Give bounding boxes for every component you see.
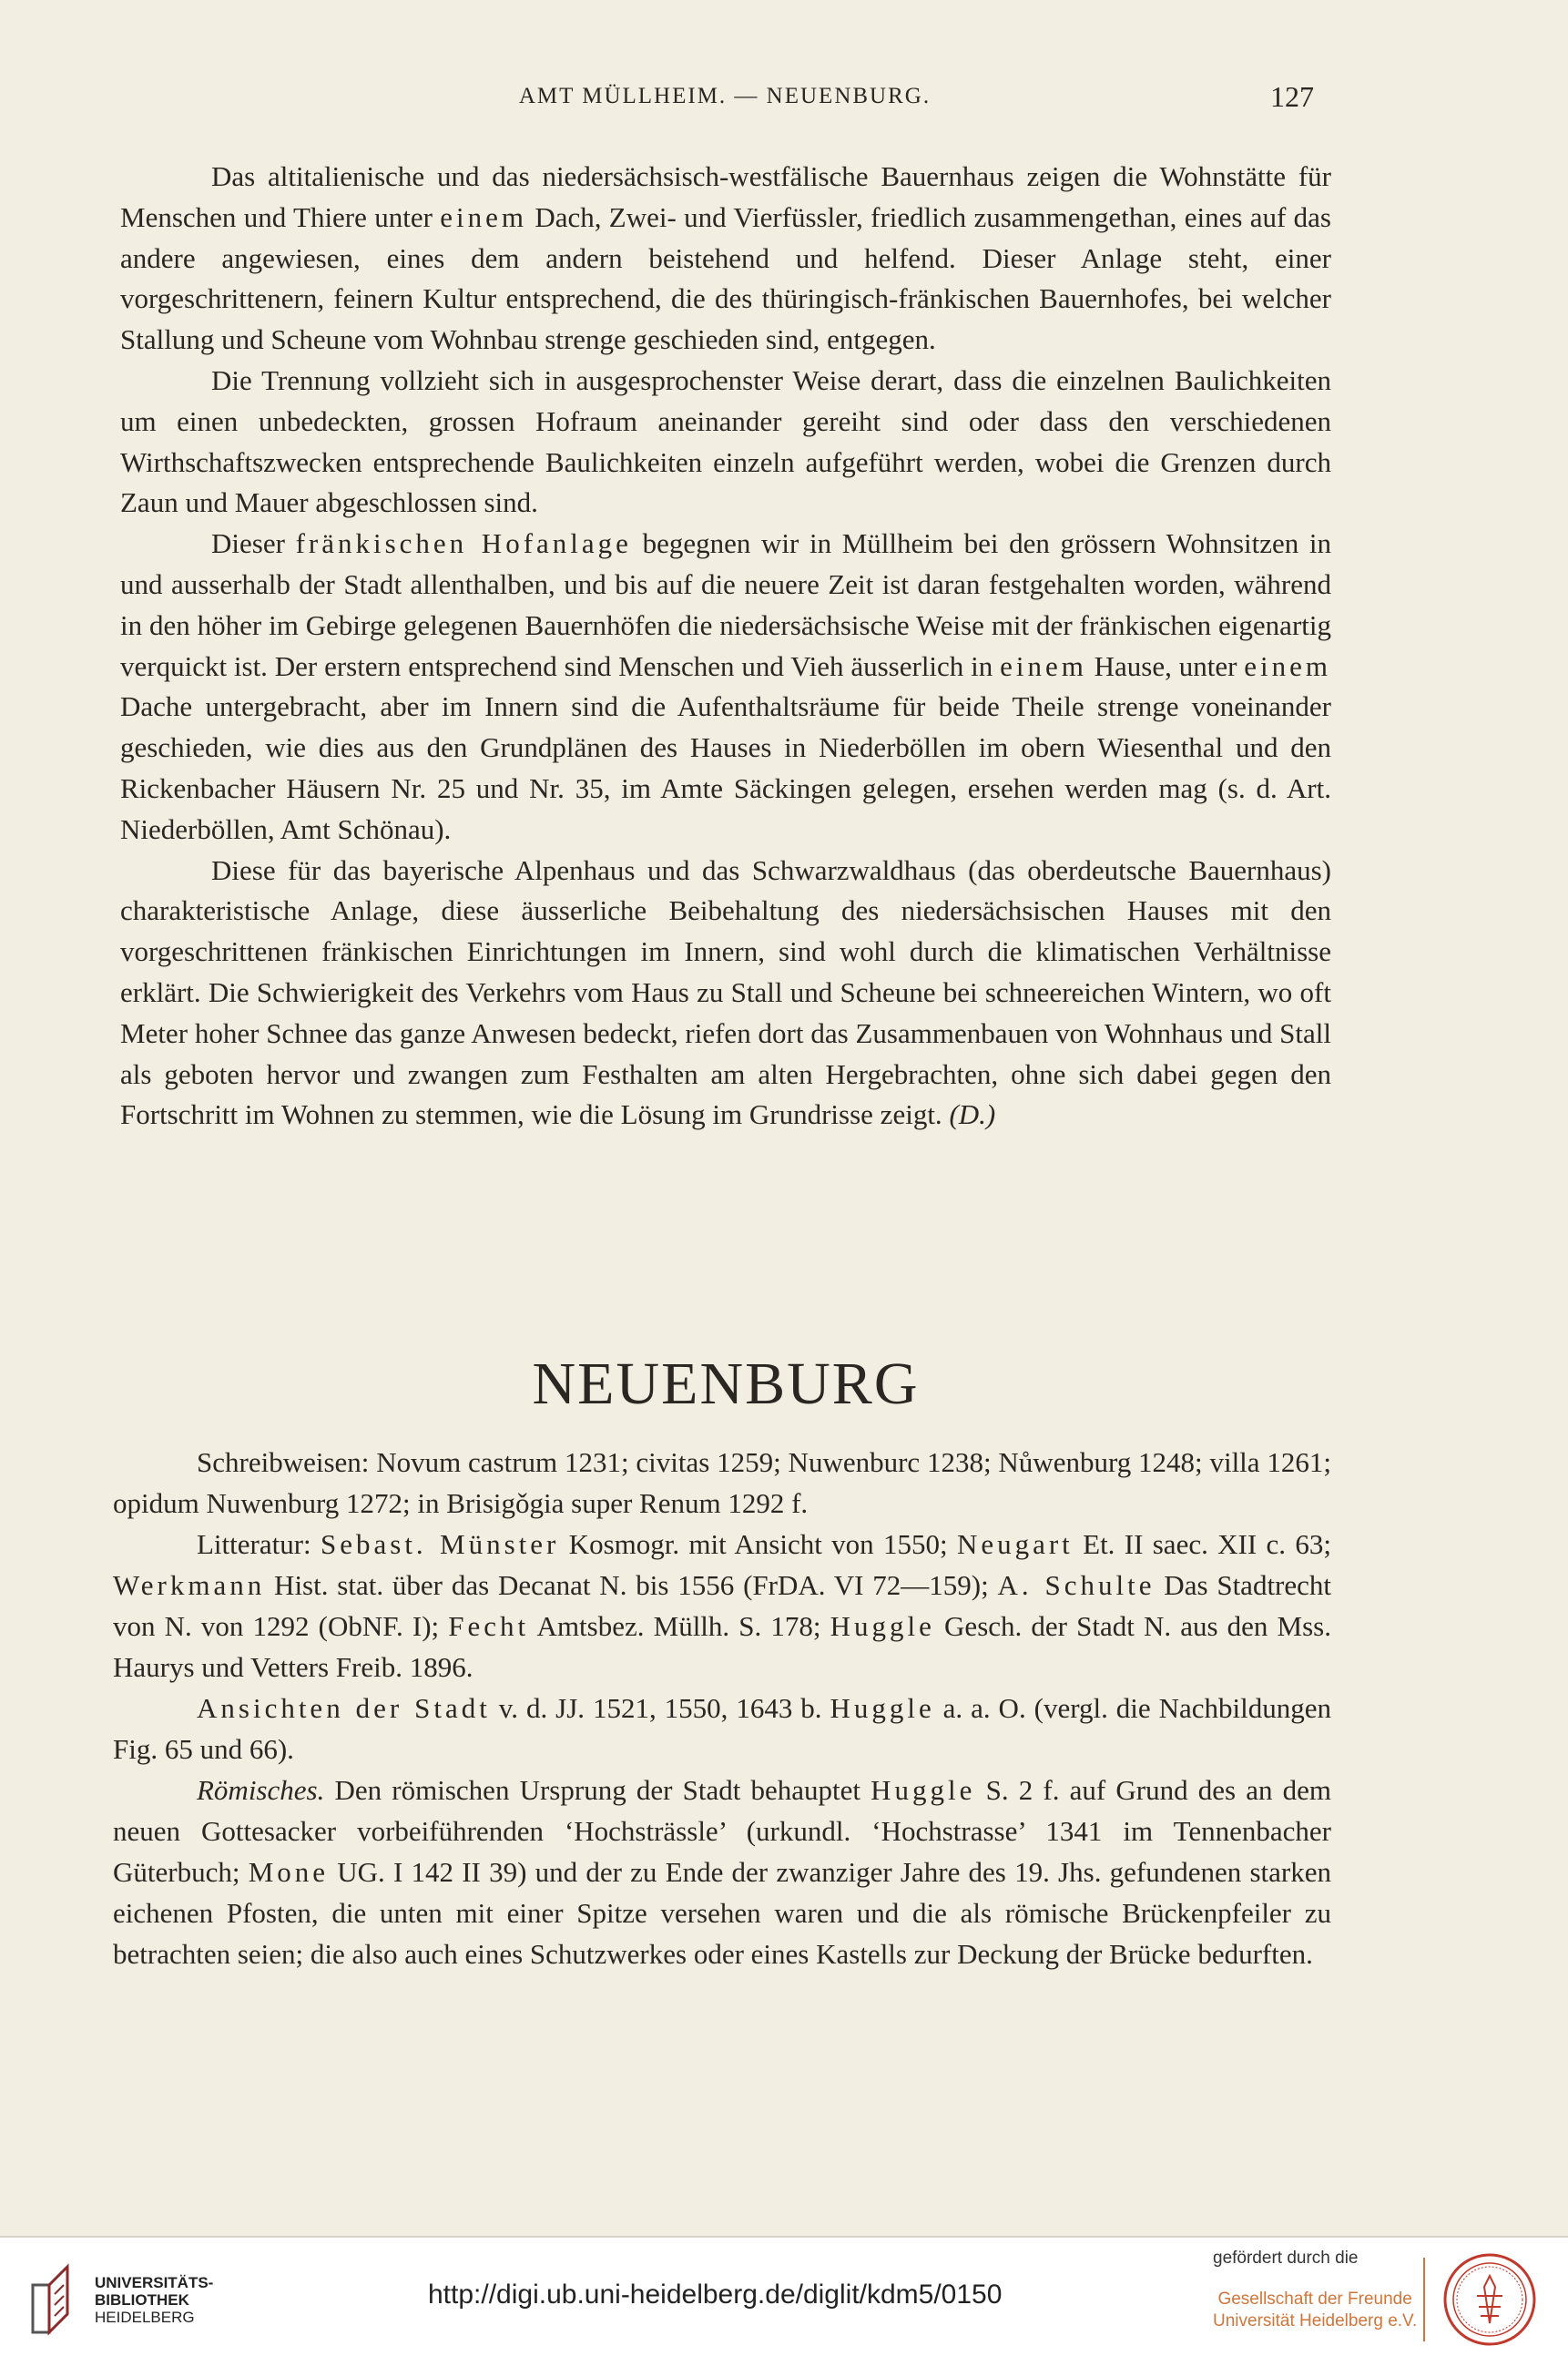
university-library-logo-icon — [27, 2258, 93, 2338]
sponsor-label: gefördert durch die — [1213, 2249, 1359, 2268]
text-run: a. a. O. (vergl. die Nachbildungen Fig. 65 und 66). — [113, 1692, 1331, 1765]
text-run: Et. II saec. XII c. 63; — [1073, 1528, 1331, 1560]
text-run: begegnen wir in Müllheim bei den grössern Wohnsitzen in und ausserhalb der Stadt allenthalben, und bis auf die neuere Zeit ist daran festgehalten worden, während in den höher im Gebirge gelegenen Bauernhöfen die niedersächsische Weise mit der fränkischen eigenartig verquickt ist. Der erstern entsprechend sind Menschen und Vieh äusserlich in — [120, 527, 1332, 682]
library-name — [95, 2274, 213, 2326]
text-run: v. d. JJ. 1521, 1550, 1643 b. — [490, 1692, 830, 1724]
spellings-paragraph: Schreibweisen: Novum castrum 1231; civitas 1259; Nuwenburc 1238; Nůwenburg 1248; villa 1261; opidum Nuwenburg 1272; in Brisigǒgia super Renum 1292 f. — [113, 1446, 1331, 1519]
author-name: Neugart — [956, 1528, 1074, 1560]
author-name: Huggle — [830, 1610, 935, 1642]
views-paragraph — [113, 1688, 1331, 1770]
author-name: A. Schulte — [997, 1569, 1156, 1601]
text-run: Amtsbez. Müllh. S. 178; — [529, 1610, 830, 1642]
text-run: Kosmogr. mit Ansicht von 1550; — [559, 1528, 957, 1560]
paragraph-3 — [120, 524, 1331, 850]
text-run: Hist. stat. über das Decanat N. bis 1556 (FrDA. VI 72—159); — [265, 1569, 998, 1601]
text-run: S. 2 f. auf Grund des an dem neuen Gottesacker vorbeiführenden ‘Hochsträssle’ (urkundl. ‘Hochstrasse’ 1341 im Tennenbacher Güterbuch; — [113, 1774, 1332, 1888]
digitization-footer — [0, 2236, 1568, 2356]
text-run: Dieser — [211, 527, 296, 560]
author-mark: (D.) — [949, 1098, 996, 1131]
text-run: Das altitalienische und das niedersächsisch-westfälische Bauernhaus zeigen die Wohnstätte für Menschen und Thiere unter — [120, 160, 1331, 233]
text-run: Hause, unter — [1086, 649, 1245, 682]
author-name: Fecht — [448, 1610, 530, 1642]
text-run: Litteratur: — [197, 1528, 321, 1560]
literature-paragraph — [113, 1524, 1331, 1688]
running-title: AMT MÜLLHEIM. — NEUENBURG. — [518, 84, 932, 108]
author-name: Huggle — [830, 1692, 935, 1724]
spaced-emphasis: Ansichten der Stadt — [197, 1692, 491, 1724]
spaced-emphasis: einem — [1244, 649, 1331, 682]
sponsor-name-line: Gesellschaft der Freunde — [1217, 2290, 1412, 2309]
italic-heading: Römisches. — [197, 1774, 325, 1806]
paragraph-2: Die Trennung vollzieht sich in ausgesprochenster Weise derart, dass die einzelnen Baulichkeiten um einen unbedeckten, grossen Hofraum aneinander gereiht sind oder dass den verschiedenen Wirthschaftszwecken entsprechende Baulichkeiten einzeln aufgeführt werden, wobei die Grenzen durch Zaun und Mauer abgeschlossen sind. — [120, 363, 1331, 519]
university-seal-icon — [1442, 2252, 1537, 2347]
sponsor-name — [1213, 2289, 1417, 2332]
spaced-emphasis: einem — [440, 200, 527, 233]
paragraph-4 — [120, 851, 1331, 1137]
body-text — [120, 157, 1331, 1136]
library-name-line: BIBLIOTHEK — [95, 2291, 189, 2309]
spaced-emphasis: fränkischen Hofanlage — [295, 527, 632, 560]
section-text — [113, 1442, 1331, 1974]
roman-paragraph — [113, 1770, 1331, 1974]
author-name: Mone — [248, 1856, 330, 1888]
text-run: Den römischen Ursprung der Stadt behauptet — [324, 1774, 871, 1806]
text-run: Diese für das bayerische Alpenhaus und das Schwarzwaldhaus (das oberdeutsche Bauernhaus) charakteristische Anlage, diese äusserliche Beibehaltung des niedersächsischen Hauses mit den vorgeschrittenen fränkischen Einrichtungen im Innern, sind wohl durch die klimatischen Verhältnisse erklärt. Die Schwierigkeit des Verkehrs vom Haus zu Stall und Scheune bei schneereichen Wintern, wo oft Meter hoher Schnee das ganze Anwesen bedeckt, riefen dort das Zusammenbauen von Wohnhaus und Stall als geboten hervor und zwangen zum Festhalten am alten Hergebrachten, ohne sich dabei gegen den Fortschritt im Wohnen zu stemmen, wie die Lösung im Grundrisse zeigt. — [120, 853, 1331, 1131]
page-number: 127 — [1270, 80, 1314, 113]
paragraph-1 — [120, 157, 1331, 361]
library-name-line: HEIDELBERG — [95, 2309, 195, 2326]
spaced-emphasis: einem — [1000, 649, 1087, 682]
text-run: UG. I 142 II 39) und der zu Ende der zwanziger Jahre des 19. Jhs. gefundenen starken eichenen Pfosten, die unten mit einer Spitze versehen waren und die als römische Brückenpfeiler zu betrachten seien; die also auch eines Schutzwerkes oder eines Kastells zur Deckung der Brücke bedurften. — [113, 1856, 1331, 1970]
author-name: Sebast. Münster — [321, 1528, 560, 1560]
text-run: Gesch. der Stadt N. aus den Mss. Haurys und Vetters Freib. 1896. — [113, 1610, 1331, 1683]
library-name-line: UNIVERSITÄTS- — [95, 2274, 214, 2291]
section-heading: NEUENBURG — [532, 1351, 920, 1417]
footer-divider — [1423, 2258, 1425, 2341]
author-name: Huggle — [871, 1774, 976, 1806]
author-name: Werkmann — [113, 1569, 266, 1601]
text-run: Dach, Zwei- und Vierfüssler, friedlich zusammengethan, eines auf das andere angewiesen, eines dem andern beistehend und helfend. Dieser Anlage steht, einer vorgeschrittenern, feinern Kultur entsprechend, die des thüringisch-fränkischen Bauernhofes, bei welcher Stallung und Scheune vom Wohnbau strenge geschieden sind, entgegen. — [120, 200, 1331, 356]
text-run: Dache untergebracht, aber im Innern sind die Aufenthaltsräume für beide Theile strenge voneinander geschieden, wie dies aus den Grundplänen des Hauses in Niederböllen im obern Wiesenthal und den Rickenbacher Häusern Nr. 25 und Nr. 35, im Amte Säckingen gelegen, ersehen werden mag (s. d. Art. Niederböllen, Amt Schönau). — [120, 690, 1331, 845]
permalink-url[interactable]: http://digi.ub.uni-heidelberg.de/diglit/kdm5/0150 — [428, 2280, 1003, 2310]
sponsor-name-line: Universität Heidelberg e.V. — [1213, 2311, 1418, 2331]
text-run: Das Stadtrecht von N. von 1292 (ObNF. I); — [113, 1569, 1332, 1642]
